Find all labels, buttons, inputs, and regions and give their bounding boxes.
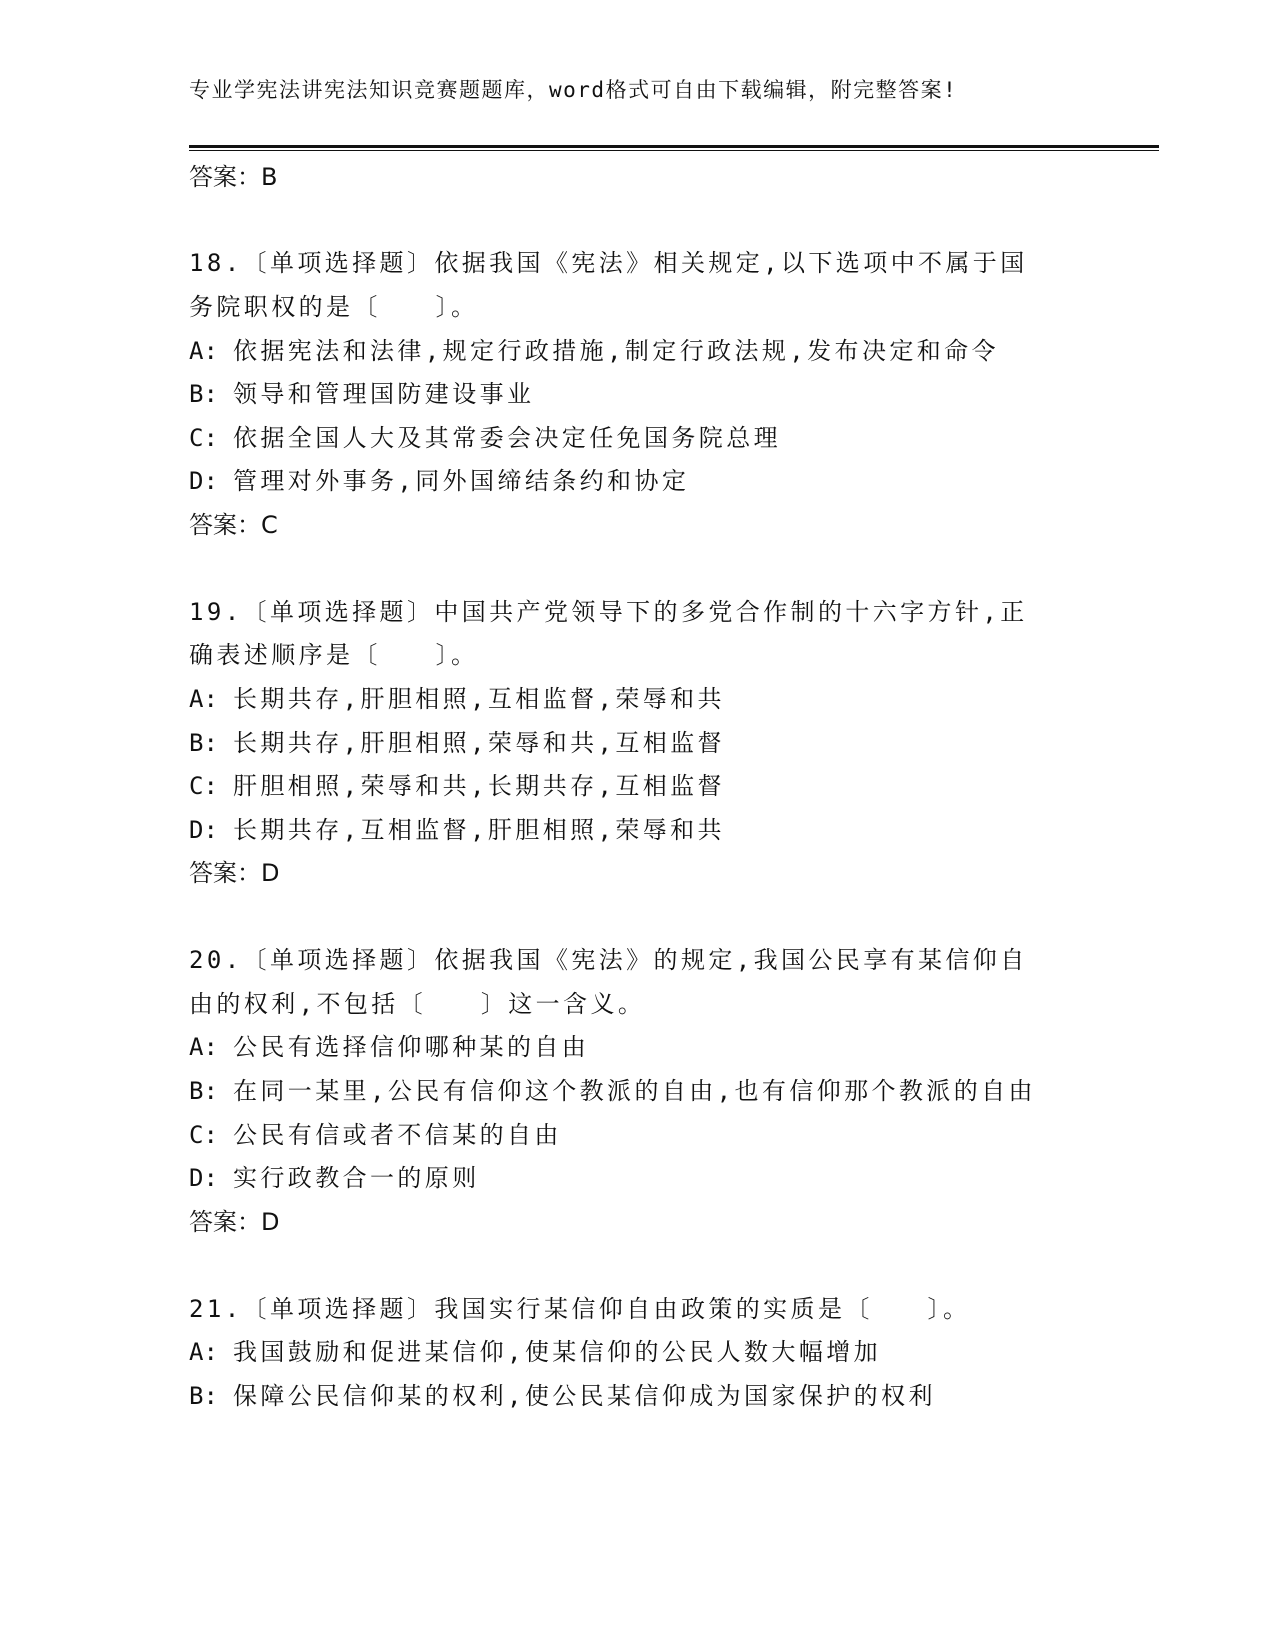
option-key: B: <box>189 380 218 408</box>
question-19-option-d <box>189 810 725 845</box>
question-18-option-c <box>189 418 781 453</box>
answer-19: 答案：D <box>189 859 280 887</box>
option-text: 长期共存,互相监督,肝胆相照,荣辱和共 <box>233 816 725 844</box>
question-20-option-a <box>189 1027 589 1062</box>
question-19-option-b <box>189 723 725 758</box>
option-text: 管理对外事务,同外国缔结条约和协定 <box>233 467 690 495</box>
question-21-line-1: 21.〔单项选择题〕我国实行某信仰自由政策的实质是〔 〕。 <box>189 1295 971 1323</box>
option-text: 长期共存,肝胆相照,互相监督,荣辱和共 <box>233 685 725 713</box>
option-key: C: <box>189 1121 218 1149</box>
question-19-option-c <box>189 766 725 801</box>
question-20-option-d <box>189 1158 480 1193</box>
question-18-option-d <box>189 461 689 496</box>
question-20-line-1: 20.〔单项选择题〕依据我国《宪法》的规定,我国公民享有某信仰自 <box>189 946 1028 974</box>
header-rule-thin <box>189 150 1159 151</box>
answer-20: 答案：D <box>189 1208 280 1236</box>
question-20-line-2: 由的权利,不包括〔 〕这一含义。 <box>189 990 646 1018</box>
option-text: 在同一某里,公民有信仰这个教派的自由,也有信仰那个教派的自由 <box>233 1077 1036 1105</box>
option-key: C: <box>189 424 218 452</box>
option-text: 领导和管理国防建设事业 <box>233 380 535 408</box>
question-19-line-1: 19.〔单项选择题〕中国共产党领导下的多党合作制的十六字方针,正 <box>189 598 1028 626</box>
option-key: A: <box>189 685 218 713</box>
option-text: 依据全国人大及其常委会决定任免国务院总理 <box>233 424 781 452</box>
question-19-option-a <box>189 679 725 714</box>
question-21-option-b <box>189 1376 936 1411</box>
option-key: D: <box>189 1164 218 1192</box>
option-key: D: <box>189 816 218 844</box>
option-text: 肝胆相照,荣辱和共,长期共存,互相监督 <box>233 772 725 800</box>
question-21-option-a <box>189 1332 881 1367</box>
question-20-option-c <box>189 1115 562 1150</box>
page-header-note: 专业学宪法讲宪法知识竞赛题题库，word格式可自由下载编辑，附完整答案! <box>189 78 958 102</box>
option-key: B: <box>189 729 218 757</box>
question-18-option-b <box>189 374 534 409</box>
option-text: 公民有选择信仰哪种某的自由 <box>233 1033 590 1061</box>
option-key: C: <box>189 772 218 800</box>
option-key: B: <box>189 1077 218 1105</box>
answer-18: 答案：C <box>189 511 278 539</box>
question-19-line-2: 确表述顺序是〔 〕。 <box>189 641 479 669</box>
header-rule-thick <box>189 145 1159 148</box>
option-text: 长期共存,肝胆相照,荣辱和共,互相监督 <box>233 729 725 757</box>
answer-17: 答案：B <box>189 163 278 191</box>
question-18-option-a <box>189 331 999 366</box>
option-key: A: <box>189 1033 218 1061</box>
option-key: B: <box>189 1382 218 1410</box>
question-20-option-b <box>189 1071 1036 1106</box>
question-18-line-1: 18.〔单项选择题〕依据我国《宪法》相关规定,以下选项中不属于国 <box>189 249 1028 277</box>
option-key: D: <box>189 467 218 495</box>
option-text: 我国鼓励和促进某信仰,使某信仰的公民人数大幅增加 <box>233 1338 882 1366</box>
option-text: 依据宪法和法律,规定行政措施,制定行政法规,发布决定和命令 <box>233 337 999 365</box>
option-key: A: <box>189 1338 218 1366</box>
option-text: 公民有信或者不信某的自由 <box>233 1121 562 1149</box>
option-text: 实行政教合一的原则 <box>233 1164 480 1192</box>
question-18-line-2: 务院职权的是〔 〕。 <box>189 293 479 321</box>
option-text: 保障公民信仰某的权利,使公民某信仰成为国家保护的权利 <box>233 1382 936 1410</box>
option-key: A: <box>189 337 218 365</box>
